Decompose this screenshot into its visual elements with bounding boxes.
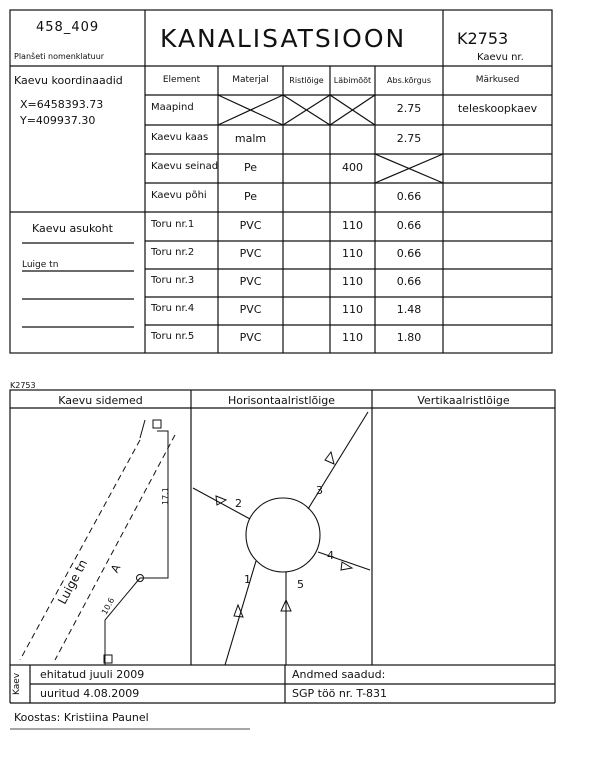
pipe-3-label: 3 (316, 484, 323, 497)
source-label: Andmed saadud: (292, 668, 386, 681)
cell-material: PVC (239, 303, 262, 316)
cell-height: 0.66 (396, 219, 422, 232)
sheet-label: Planšeti nomenklatuur (14, 52, 105, 61)
distance-1: 17.1 (161, 487, 170, 505)
col-connections: Kaevu sidemed (58, 394, 143, 407)
survey-date: uuritud 4.08.2009 (40, 687, 140, 700)
well-id: K2753 (457, 29, 509, 48)
cell-height: 1.48 (396, 303, 422, 316)
col-element: Element (162, 75, 201, 85)
col-section: Ristlõige (289, 76, 324, 85)
col-height: Abs.kõrgus (387, 76, 431, 85)
cell-diameter: 110 (342, 331, 363, 344)
cell-diameter: 110 (342, 303, 363, 316)
cell-diameter: 110 (342, 219, 363, 232)
pipe-5-label: 5 (297, 578, 304, 591)
cell-material: PVC (239, 275, 262, 288)
author: Koostas: Kristiina Paunel (14, 711, 149, 724)
coordinate-x: X=6458393.73 (20, 98, 104, 111)
cell-element: Maapind (151, 102, 194, 113)
marker-a: A (108, 562, 124, 575)
cell-material: Pe (243, 161, 257, 174)
col-material: Materjal (232, 75, 269, 85)
source-value: SGP töö nr. T-831 (292, 687, 388, 700)
page-title: KANALISATSIOON (160, 24, 407, 53)
cell-material: PVC (239, 219, 262, 232)
cell-element: Kaevu põhi (151, 190, 207, 201)
sheet-number: 458_409 (36, 20, 100, 35)
cell-element: Kaevu kaas (151, 132, 209, 143)
col-notes: Märkused (475, 75, 520, 85)
cell-material: Pe (243, 190, 257, 203)
cell-element: Toru nr.3 (151, 275, 195, 286)
flow-arrows (216, 452, 352, 617)
location-value: Luige tn (22, 260, 59, 270)
cell-element: Toru nr.5 (151, 331, 195, 342)
site-sketch (20, 420, 175, 665)
location-label: Kaevu asukoht (32, 222, 113, 235)
coordinates-label: Kaevu koordinaadid (14, 74, 123, 87)
col-diameter: Läbimõõt (333, 76, 372, 85)
cell-element: Toru nr.1 (151, 219, 195, 230)
cell-note: teleskoopkaev (457, 102, 538, 115)
cell-diameter: 110 (342, 275, 363, 288)
street-label: Luige tn (55, 557, 91, 607)
cell-material: PVC (239, 331, 262, 344)
cell-height: 0.66 (396, 247, 422, 260)
cell-material: malm (234, 132, 267, 145)
well-id-label: Kaevu nr. (477, 52, 524, 63)
col-vertical: Vertikaalristlõige (417, 394, 510, 407)
pipe-1-label: 1 (244, 573, 251, 586)
cell-diameter: 110 (342, 247, 363, 260)
cell-diameter: 400 (342, 161, 363, 174)
cell-height: 2.75 (396, 132, 422, 145)
well-side-label: Kaev (12, 672, 22, 695)
cell-element: Toru nr.4 (151, 303, 195, 314)
horizontal-section (193, 412, 370, 665)
cell-height: 0.66 (396, 275, 422, 288)
sketch-id: K2753 (10, 381, 36, 390)
cell-height: 2.75 (396, 102, 422, 115)
cell-element: Toru nr.2 (151, 247, 195, 258)
cell-element: Kaevu seinad (151, 161, 219, 172)
built-date: ehitatud juuli 2009 (40, 668, 145, 681)
coordinate-y: Y=409937.30 (20, 114, 96, 127)
col-horizontal: Horisontaalristlõige (227, 394, 336, 407)
cell-material: PVC (239, 247, 262, 260)
pipe-4-label: 4 (327, 549, 334, 562)
pipe-2-label: 2 (235, 497, 242, 510)
cell-height: 1.80 (396, 331, 422, 344)
cell-height: 0.66 (396, 190, 422, 203)
distance-2: 10.6 (100, 596, 117, 617)
